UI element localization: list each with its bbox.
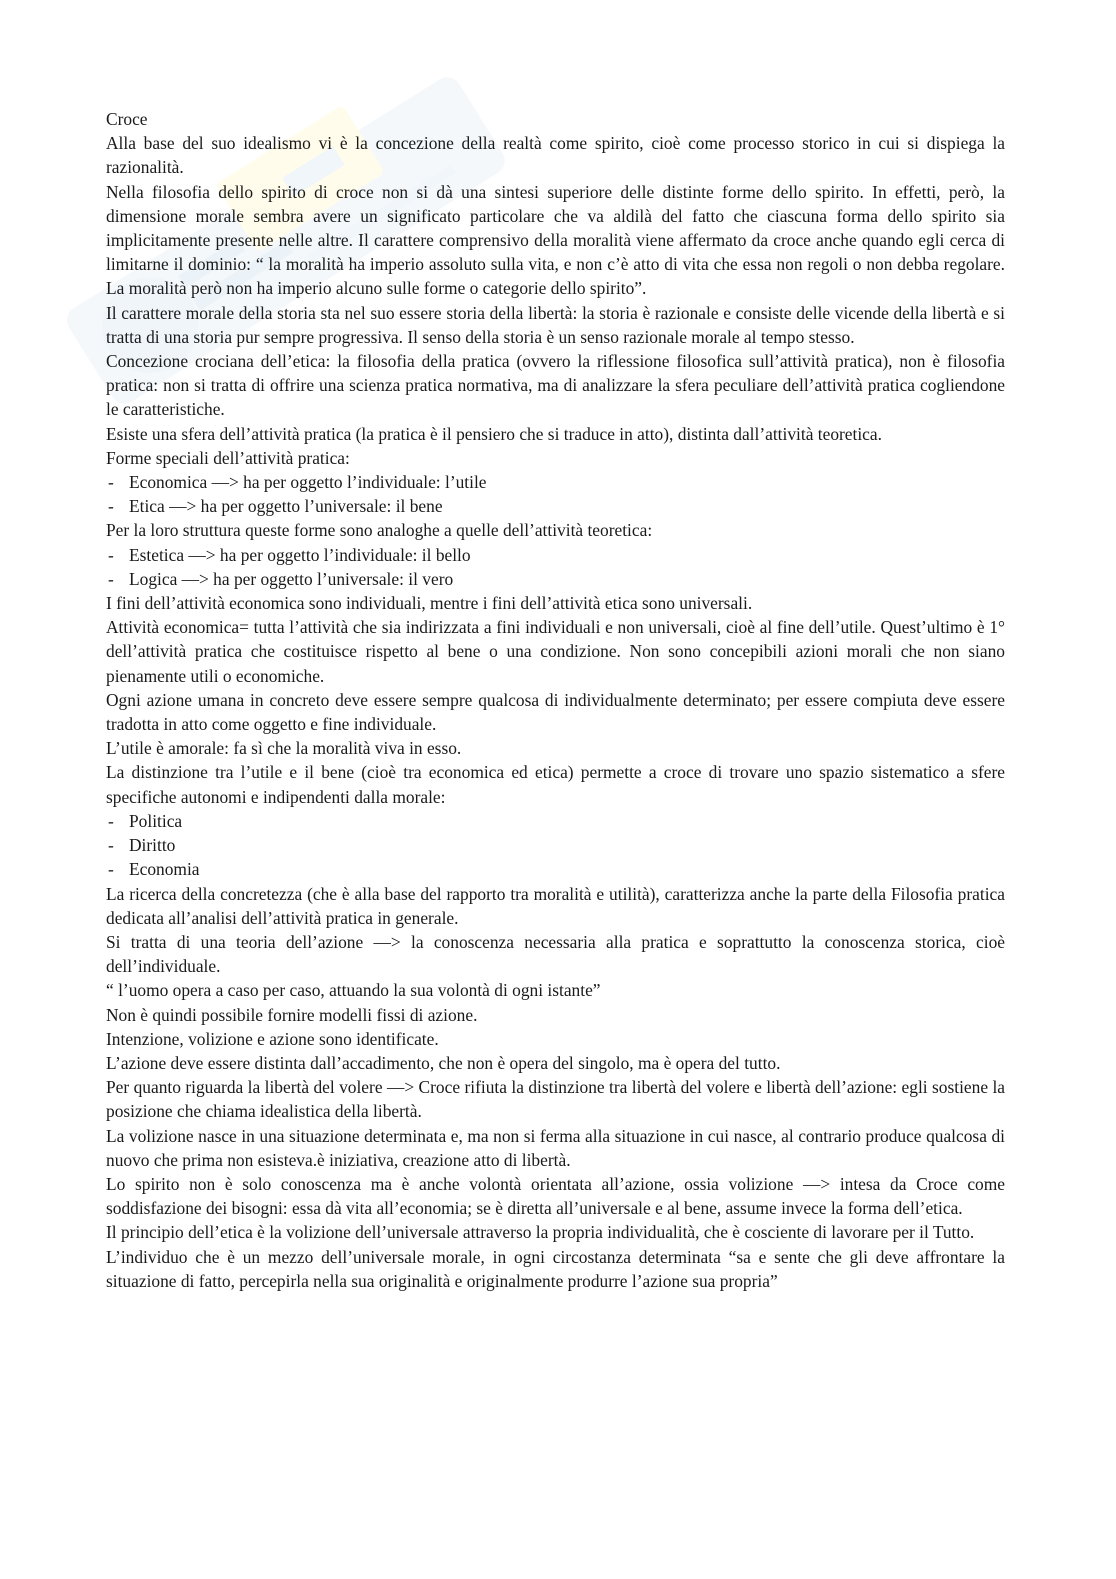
paragraph: Non è quindi possibile fornire modelli fissi di azione.	[106, 1004, 478, 1025]
paragraph: I fini dell’attività economica sono individuali, mentre i fini dell’attività etica sono universali.	[106, 593, 753, 614]
paragraph: La distinzione tra l’utile e il bene (cioè tra economica ed etica) permette a croce di trovare uno spazio sistematico a sfere specifiche autonomi e indipendenti dalla morale:	[106, 762, 1005, 807]
paragraph: L’utile è amorale: fa sì che la moralità viva in esso.	[106, 738, 462, 759]
list-item: - Diritto	[106, 833, 1005, 857]
paragraph: Concezione crociana dell’etica: la filosofia della pratica (ovvero la riflessione filosofica sull’attività pratica), non è filosofia pratica: non si tratta di offrire una scienza pratica normativa, ma di analizzare la sfera peculiare dell’attività pratica cogliendone le caratteristiche.	[106, 351, 1005, 420]
bullet-list	[106, 809, 1005, 882]
paragraph: Per la loro struttura queste forme sono analoghe a quelle dell’attività teoretica:	[106, 520, 653, 541]
paragraph: “ l’uomo opera a caso per caso, attuando la sua volontà di ogni istante”	[106, 980, 601, 1001]
paragraph: La volizione nasce in una situazione determinata e, ma non si ferma alla situazione in cui nasce, al contrario produce qualcosa di nuovo che prima non esisteva.è iniziativa, creazione atto di libertà.	[106, 1125, 1005, 1170]
paragraph: L’individuo che è un mezzo dell’universale morale, in ogni circostanza determinata “sa e sente che gli deve affrontare la situazione di fatto, percepirla nella sua originalità e originalmente produrre l’azione sua propria”	[106, 1246, 1005, 1291]
list-item: - Etica —> ha per oggetto l’universale: il bene	[106, 494, 1005, 518]
list-item: - Logica —> ha per oggetto l’universale: il vero	[106, 567, 1005, 591]
list-item: - Economia	[106, 857, 1005, 881]
paragraph: Intenzione, volizione e azione sono identificate.	[106, 1028, 439, 1049]
paragraph: Lo spirito non è solo conoscenza ma è anche volontà orientata all’azione, ossia volizione —> intesa da Croce come soddisfazione dei bisogni: essa dà vita all’economia; se è diretta all’universale e al bene, assume invece la forma dell’etica.	[106, 1173, 1005, 1219]
paragraph: Si tratta di una teoria dell’azione —> la conoscenza necessaria alla pratica e soprattutto la conoscenza storica, cioè dell’individuale.	[106, 931, 1005, 977]
paragraph: Forme speciali dell’attività pratica:	[106, 447, 350, 468]
document-body	[106, 107, 1005, 1293]
paragraph: Ogni azione umana in concreto deve essere sempre qualcosa di individualmente determinato; per essere compiuta deve essere tradotta in atto come oggetto e fine individuale.	[106, 689, 1005, 735]
list-item: - Economica —> ha per oggetto l’individuale: l’utile	[106, 470, 1005, 494]
paragraph: Esiste una sfera dell’attività pratica (la pratica è il pensiero che si traduce in atto), distinta dall’attività teoretica.	[106, 423, 882, 444]
bullet-list	[106, 470, 1005, 518]
paragraph: Attività economica= tutta l’attività che sia indirizzata a fini individuali e non universali, cioè al fine dell’utile. Quest’ultimo è 1° dell’attività pratica che costituisce rispetto al bene o una condizione. Non sono concepibili azioni morali che non siano pienamente utili o economiche.	[106, 617, 1005, 686]
paragraph: La ricerca della concretezza (che è alla base del rapporto tra moralità e utilità), caratterizza anche la parte della Filosofia pratica dedicata all’analisi dell’attività pratica in generale.	[106, 883, 1005, 928]
paragraph: Il carattere morale della storia sta nel suo essere storia della libertà: la storia è razionale e consiste delle vicende della libertà e si tratta di una storia pur sempre progressiva. Il senso della storia è un senso razionale morale al tempo stesso.	[106, 302, 1005, 347]
bullet-list	[106, 543, 1005, 591]
paragraph: Nella filosofia dello spirito di croce non si dà una sintesi superiore delle distinte forme dello spirito. In effetti, però, la dimensione morale sembra avere un significato particolare che va aldilà del fatto che ciascuna forma dello spirito sia implicitamente presente nelle altre. Il carattere comprensivo della moralità viene affermato da croce anche quando egli cerca di limitarne il dominio: “ la moralità ha imperio assoluto sulla vita, e non c’è atto di vita che essa non regoli o non debba regolare. La moralità però non ha imperio alcuno sulle forme o categorie dello spirito”.	[106, 181, 1005, 299]
list-item: - Politica	[106, 809, 1005, 833]
paragraph: L’azione deve essere distinta dall’accadimento, che non è opera del singolo, ma è opera del tutto.	[106, 1052, 781, 1073]
paragraph: Alla base del suo idealismo vi è la concezione della realtà come spirito, cioè come processo storico in cui si dispiega la razionalità.	[106, 133, 1005, 178]
list-item: - Estetica —> ha per oggetto l’individuale: il bello	[106, 543, 1005, 567]
paragraph: Per quanto riguarda la libertà del volere —> Croce rifiuta la distinzione tra libertà del volere e libertà dell’azione: egli sostiene la posizione che chiama idealistica della libertà.	[106, 1077, 1005, 1122]
paragraph: Il principio dell’etica è la volizione dell’universale attraverso la propria individualità, che è cosciente di lavorare per il Tutto.	[106, 1222, 975, 1243]
document-title: Croce	[106, 109, 148, 129]
